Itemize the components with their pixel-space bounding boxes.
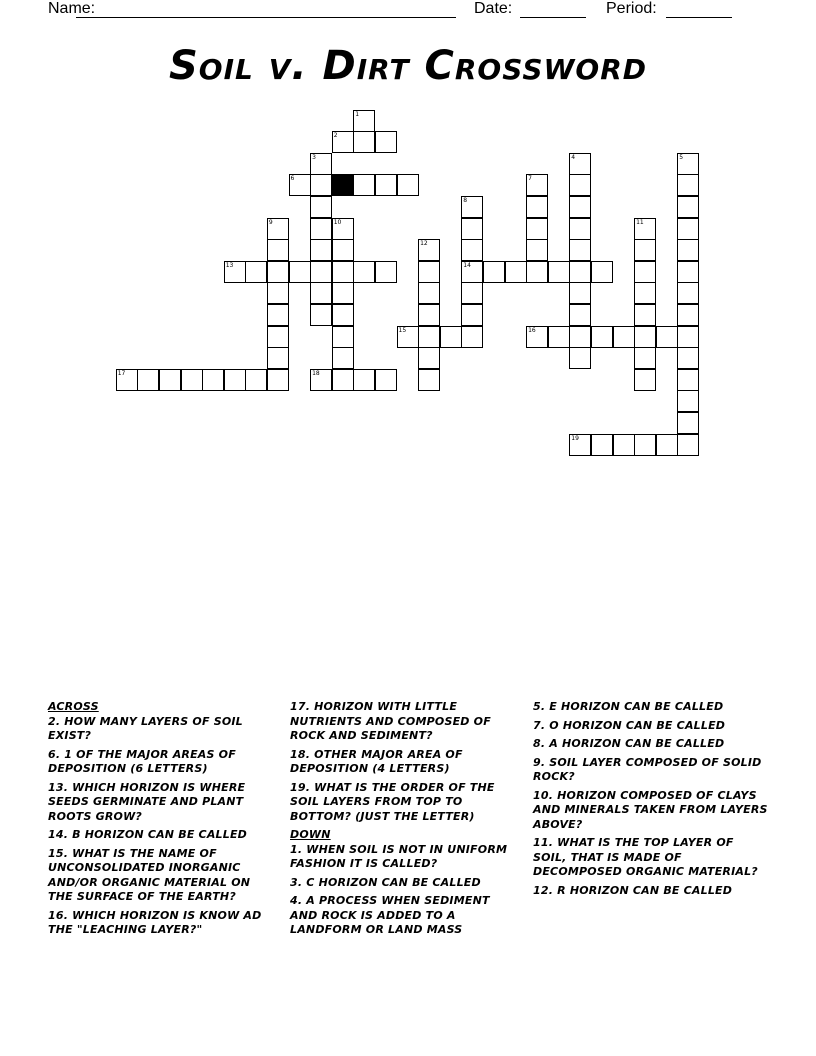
crossword-cell[interactable]: [656, 434, 678, 456]
clue-number: 9: [268, 218, 273, 226]
crossword-cell[interactable]: [569, 239, 591, 261]
crossword-cell[interactable]: [569, 218, 591, 240]
crossword-cell[interactable]: [418, 261, 440, 283]
crossword-cell[interactable]: [634, 218, 656, 240]
crossword-cell[interactable]: [591, 326, 613, 348]
crossword-cell[interactable]: [569, 261, 591, 283]
crossword-cell[interactable]: [461, 326, 483, 348]
crossword-cell[interactable]: [332, 131, 354, 153]
crossword-cell[interactable]: [569, 153, 591, 175]
crossword-cell[interactable]: [245, 369, 267, 391]
crossword-cell[interactable]: [634, 282, 656, 304]
crossword-cell[interactable]: [569, 196, 591, 218]
crossword-cell[interactable]: [634, 369, 656, 391]
crossword-cell[interactable]: [634, 304, 656, 326]
crossword-cell[interactable]: [526, 261, 548, 283]
clue-down-11: 11. WHAT IS THE TOP LAYER OF SOIL, THAT IS MADE OF DECOMPOSED ORGANIC MATERIAL?: [533, 836, 758, 878]
crossword-cell[interactable]: [591, 261, 613, 283]
crossword-cell[interactable]: [677, 282, 699, 304]
clue-number: 15: [398, 326, 407, 334]
crossword-cell[interactable]: [332, 304, 354, 326]
clue-number: 5: [679, 153, 684, 161]
clue-number: 13: [225, 261, 234, 269]
clue-across-6: 6. 1 OF THE MAJOR AREAS OF DEPOSITION (6 LETTERS): [48, 747, 236, 775]
clue-number: 19: [571, 434, 579, 442]
clue-down-7: 7. O HORIZON CAN BE CALLED: [533, 718, 726, 732]
clue-across-15: 15. WHAT IS THE NAME OF UNCONSOLIDATED INORGANIC AND/OR ORGANIC MATERIAL ON THE SURFACE OF THE EARTH?: [48, 846, 251, 903]
clue-down-8: 8. A HORIZON CAN BE CALLED: [533, 737, 725, 750]
clue-down-3: 3. C HORIZON CAN BE CALLED: [290, 875, 481, 889]
crossword-cell[interactable]: [483, 261, 505, 283]
crossword-cell[interactable]: [310, 239, 332, 261]
crossword-cell[interactable]: [677, 304, 699, 326]
crossword-cell[interactable]: [375, 174, 397, 196]
crossword-cell[interactable]: [224, 369, 246, 391]
crossword-cell[interactable]: [677, 390, 699, 412]
across-heading: ACROSS: [48, 700, 99, 713]
clue-number: 10: [333, 218, 342, 226]
crossword-cell[interactable]: [677, 174, 699, 196]
clues-column-3: [533, 700, 768, 902]
clues-column-2: [290, 700, 508, 942]
crossword-cell[interactable]: [418, 282, 440, 304]
crossword-cell[interactable]: [332, 369, 354, 391]
crossword-cell[interactable]: [353, 369, 375, 391]
crossword-cell[interactable]: [569, 326, 591, 348]
crossword-cell[interactable]: [677, 153, 699, 175]
clue-number: 8: [463, 196, 468, 204]
clue-number: 3: [312, 153, 316, 161]
clue-down-5: 5. E HORIZON CAN BE CALLED: [533, 700, 724, 713]
crossword-cell[interactable]: [461, 196, 483, 218]
crossword-cell[interactable]: [202, 369, 224, 391]
clue-across-17: 17. HORIZON WITH LITTLE NUTRIENTS AND COMPOSED OF ROCK AND SEDIMENT?: [290, 700, 491, 742]
clue-down-10: 10. HORIZON COMPOSED OF CLAYS AND MINERALS TAKEN FROM LAYERS ABOVE?: [533, 788, 768, 831]
crossword-cell[interactable]: [289, 261, 311, 283]
crossword-cell[interactable]: [440, 326, 462, 348]
crossword-cell[interactable]: [548, 261, 570, 283]
crossword-cell[interactable]: [310, 196, 332, 218]
clue-across-18: 18. OTHER MAJOR AREA OF DEPOSITION (4 LETTERS): [290, 747, 463, 775]
crossword-cell[interactable]: [677, 412, 699, 434]
crossword-cell[interactable]: [375, 261, 397, 283]
crossword-cell[interactable]: [569, 174, 591, 196]
clues-column-1: [48, 700, 263, 942]
crossword-cell[interactable]: [332, 326, 354, 348]
crossword-cell[interactable]: [613, 326, 635, 348]
crossword-cell[interactable]: [310, 153, 332, 175]
clue-down-1: 1. WHEN SOIL IS NOT IN UNIFORM FASHION IT IS CALLED?: [290, 842, 508, 870]
crossword-cell[interactable]: [310, 304, 332, 326]
crossword-grid: [0, 0, 816, 480]
crossword-cell[interactable]: [310, 282, 332, 304]
crossword-cell[interactable]: [418, 326, 440, 348]
clue-number: 18: [312, 369, 320, 377]
clue-across-13: 13. WHICH HORIZON IS WHERE SEEDS GERMINATE AND PLANT ROOTS GROW?: [48, 780, 246, 823]
crossword-cell[interactable]: [332, 239, 354, 261]
crossword-cell[interactable]: [353, 174, 375, 196]
clue-number: 11: [636, 218, 644, 226]
crossword-cell[interactable]: [137, 369, 159, 391]
crossword-cell[interactable]: [353, 131, 375, 153]
crossword-cell[interactable]: [332, 261, 354, 283]
crossword-cell[interactable]: [310, 261, 332, 283]
clue-across-19: 19. WHAT IS THE ORDER OF THE SOIL LAYERS FROM TOP TO BOTTOM? (JUST THE LETTER): [290, 780, 495, 823]
crossword-cell[interactable]: [634, 347, 656, 369]
page-title: Soil v. Dirt Crossword: [168, 43, 648, 89]
crossword-cell[interactable]: [310, 369, 332, 391]
crossword-cell[interactable]: [634, 326, 656, 348]
clue-number: 7: [528, 175, 532, 183]
clue-across-16: 16. WHICH HORIZON IS KNOW AD THE "LEACHING LAYER?": [48, 908, 262, 936]
crossword-cell[interactable]: [526, 239, 548, 261]
crossword-cell[interactable]: [224, 261, 246, 283]
crossword-cell[interactable]: [418, 347, 440, 369]
crossword-cell[interactable]: [353, 261, 375, 283]
clue-across-14: 14. B HORIZON CAN BE CALLED: [48, 828, 248, 841]
clue-number: 12: [420, 240, 428, 248]
crossword-cell[interactable]: [267, 347, 289, 369]
crossword-cell[interactable]: [677, 326, 699, 348]
crossword-cell[interactable]: [267, 326, 289, 348]
clue-number: 16: [528, 326, 536, 334]
crossword-cell[interactable]: [181, 369, 203, 391]
crossword-cell[interactable]: [353, 110, 375, 132]
crossword-cell[interactable]: [677, 196, 699, 218]
crossword-cell[interactable]: [461, 304, 483, 326]
clue-number: 17: [117, 369, 126, 377]
crossword-cell[interactable]: [526, 196, 548, 218]
clue-down-12: 12. R HORIZON CAN BE CALLED: [533, 883, 733, 897]
crossword-cell[interactable]: [569, 304, 591, 326]
crossword-cell[interactable]: [267, 282, 289, 304]
crossword-cell[interactable]: [267, 369, 289, 391]
crossword-cell[interactable]: [656, 326, 678, 348]
crossword-cell[interactable]: [418, 369, 440, 391]
crossword-cell[interactable]: [677, 347, 699, 369]
name-label: Name:: [48, 0, 96, 17]
crossword-cell[interactable]: [634, 261, 656, 283]
crossword-cell[interactable]: [677, 434, 699, 456]
crossword-cell[interactable]: [332, 218, 354, 240]
crossword-cell[interactable]: [332, 347, 354, 369]
crossword-cell[interactable]: [267, 304, 289, 326]
clue-across-2: 2. HOW MANY LAYERS OF SOIL EXIST?: [48, 714, 243, 742]
crossword-cell[interactable]: [505, 261, 527, 283]
crossword-cell[interactable]: [569, 282, 591, 304]
crossword-cell[interactable]: [613, 434, 635, 456]
crossword-cell[interactable]: [569, 434, 591, 456]
crossword-cell[interactable]: [569, 347, 591, 369]
crossword-cell[interactable]: [310, 174, 332, 196]
crossword-cell[interactable]: [375, 131, 397, 153]
crossword-cell[interactable]: [418, 239, 440, 261]
crossword-cell[interactable]: [677, 369, 699, 391]
crossword-cell[interactable]: [289, 174, 311, 196]
crossword-cell[interactable]: [526, 174, 548, 196]
crossword-cell[interactable]: [591, 434, 613, 456]
crossword-cell[interactable]: [548, 326, 570, 348]
crossword-cell[interactable]: [634, 434, 656, 456]
date-label: Date:: [474, 0, 513, 17]
crossword-cell[interactable]: [267, 261, 289, 283]
clue-number: 14: [463, 261, 471, 269]
crossword-cell[interactable]: [245, 261, 267, 283]
crossword-cell[interactable]: [461, 218, 483, 240]
crossword-cell[interactable]: [397, 174, 419, 196]
crossword-cell[interactable]: [461, 261, 483, 283]
clue-down-9: 9. SOIL LAYER COMPOSED OF SOLID ROCK?: [533, 755, 762, 783]
crossword-cell[interactable]: [375, 369, 397, 391]
clue-down-4: 4. A PROCESS WHEN SEDIMENT AND ROCK IS ADDED TO A LANDFORM OR LAND MASS: [290, 894, 490, 936]
clue-number: 1: [355, 110, 360, 118]
period-label: Period:: [606, 0, 657, 17]
crossword-cell[interactable]: [677, 261, 699, 283]
crossword-cell[interactable]: [332, 282, 354, 304]
clue-number: 4: [571, 153, 576, 161]
crossword-cell[interactable]: [267, 218, 289, 240]
crossword-cell[interactable]: [677, 239, 699, 261]
crossword-cell[interactable]: [310, 218, 332, 240]
crossword-cell[interactable]: [461, 282, 483, 304]
crossword-cell[interactable]: [267, 239, 289, 261]
crossword-cell[interactable]: [159, 369, 181, 391]
crossword-cell[interactable]: [526, 326, 548, 348]
crossword-cell[interactable]: [526, 218, 548, 240]
black-cell: [332, 174, 354, 196]
clue-number: 6: [290, 175, 295, 183]
down-heading: DOWN: [290, 828, 331, 841]
crossword-cell[interactable]: [461, 239, 483, 261]
crossword-cell[interactable]: [418, 304, 440, 326]
crossword-cell[interactable]: [677, 218, 699, 240]
crossword-cell[interactable]: [116, 369, 138, 391]
crossword-cell[interactable]: [397, 326, 419, 348]
clue-number: 2: [333, 132, 338, 140]
crossword-cell[interactable]: [634, 239, 656, 261]
